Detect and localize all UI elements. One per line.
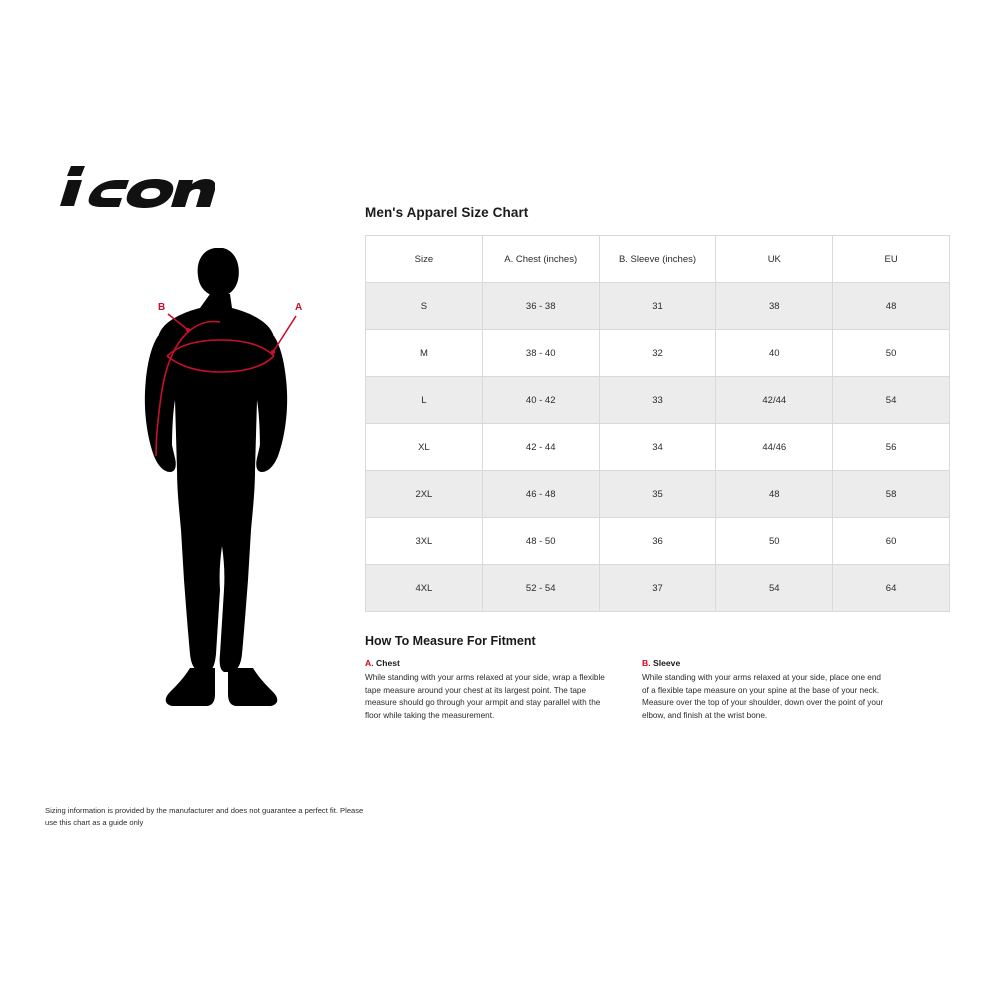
cell-chest: 52 - 54	[482, 565, 599, 612]
table-row	[366, 424, 950, 471]
illustration-column	[40, 150, 360, 750]
cell-sleeve: 35	[599, 471, 716, 518]
cell-uk: 54	[716, 565, 833, 612]
how-to-measure-section	[365, 634, 950, 722]
disclaimer-note: Sizing information is provided by the manufacturer and does not guarantee a perfect fit. Please use this chart as a guide only	[45, 806, 364, 827]
how-to-measure-sleeve-text: While standing with your arms relaxed at your side, place one end of a flexible tape measure on your spine at the base of your neck. Measure over the top of your shoulder, down over the point of your elbow, and finish at the wrist bone.	[642, 673, 884, 720]
cell-sleeve: 36	[599, 518, 716, 565]
how-to-measure-sleeve	[642, 658, 889, 722]
icon-logo	[55, 160, 215, 220]
cell-chest: 48 - 50	[482, 518, 599, 565]
cell-sleeve: 31	[599, 283, 716, 330]
table-row	[366, 518, 950, 565]
table-head	[366, 236, 950, 283]
cell-uk: 48	[716, 471, 833, 518]
cell-size: XL	[366, 424, 483, 471]
cell-size: 4XL	[366, 565, 483, 612]
table-row	[366, 471, 950, 518]
cell-chest: 46 - 48	[482, 471, 599, 518]
column-header-sleeve: B. Sleeve (inches)	[599, 236, 716, 283]
cell-size: M	[366, 330, 483, 377]
cell-uk: 38	[716, 283, 833, 330]
cell-chest: 42 - 44	[482, 424, 599, 471]
measure-title-chest: Chest	[375, 658, 400, 668]
measure-title-sleeve: Sleeve	[652, 658, 681, 668]
cell-size: 2XL	[366, 471, 483, 518]
cell-size: 3XL	[366, 518, 483, 565]
cell-sleeve: 37	[599, 565, 716, 612]
table-row	[366, 377, 950, 424]
cell-sleeve: 34	[599, 424, 716, 471]
cell-eu: 64	[833, 565, 950, 612]
marker-b-label: B	[158, 302, 166, 313]
column-header-eu: EU	[833, 236, 950, 283]
chart-column	[365, 205, 950, 722]
measure-letter-b: B.	[642, 658, 651, 668]
how-to-measure-chest-label	[365, 658, 612, 669]
cell-eu: 54	[833, 377, 950, 424]
column-header-chest: A. Chest (inches)	[482, 236, 599, 283]
cell-eu: 56	[833, 424, 950, 471]
cell-uk: 42/44	[716, 377, 833, 424]
how-to-measure-title: How To Measure For Fitment	[365, 634, 536, 648]
how-to-measure-chest-text: While standing with your arms relaxed at your side, wrap a flexible tape measure around your chest at its largest point. The tape measure should go through your armpit and stay parallel with the floor while taking the measurement.	[365, 673, 605, 720]
table-row	[366, 330, 950, 377]
size-chart-table	[365, 235, 950, 612]
cell-sleeve: 33	[599, 377, 716, 424]
table-row	[366, 283, 950, 330]
cell-eu: 48	[833, 283, 950, 330]
table-body	[366, 283, 950, 612]
cell-eu: 58	[833, 471, 950, 518]
how-to-measure-chest	[365, 658, 612, 722]
cell-size: L	[366, 377, 483, 424]
cell-chest: 38 - 40	[482, 330, 599, 377]
how-to-measure-sleeve-label	[642, 658, 889, 669]
cell-eu: 50	[833, 330, 950, 377]
table-row	[366, 565, 950, 612]
cell-sleeve: 32	[599, 330, 716, 377]
cell-size: S	[366, 283, 483, 330]
column-header-size: Size	[366, 236, 483, 283]
column-header-uk: UK	[716, 236, 833, 283]
page-title: Men's Apparel Size Chart	[365, 205, 529, 220]
registered-mark: ®	[201, 201, 207, 208]
cell-eu: 60	[833, 518, 950, 565]
table-header-row	[366, 236, 950, 283]
cell-chest: 36 - 38	[482, 283, 599, 330]
marker-a-label: A	[295, 302, 303, 313]
cell-uk: 40	[716, 330, 833, 377]
body-silhouette-figure	[120, 240, 340, 720]
cell-uk: 50	[716, 518, 833, 565]
cell-chest: 40 - 42	[482, 377, 599, 424]
cell-uk: 44/46	[716, 424, 833, 471]
measure-letter-a: A.	[365, 658, 374, 668]
